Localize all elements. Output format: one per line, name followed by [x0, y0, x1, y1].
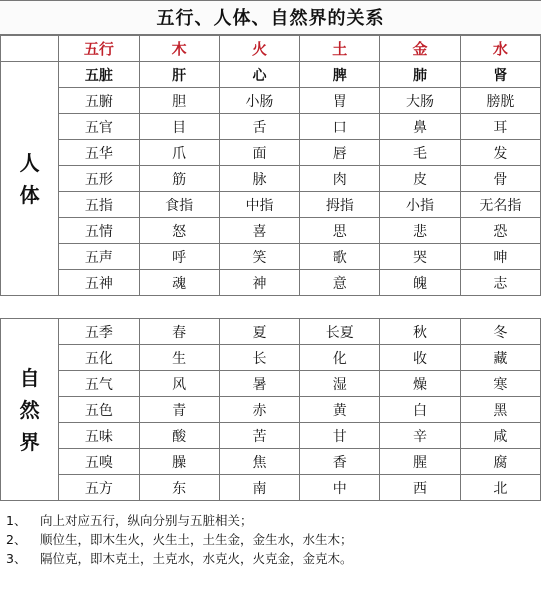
header-cell: 五行	[59, 36, 139, 62]
row-label: 五指	[59, 192, 139, 218]
row-label: 五形	[59, 166, 139, 192]
table-cell: 心	[219, 62, 299, 88]
table-cell: 咸	[460, 423, 540, 449]
table-cell: 黄	[300, 397, 380, 423]
table-cell: 南	[219, 475, 299, 501]
table-cell: 西	[380, 475, 460, 501]
table-cell: 哭	[380, 244, 460, 270]
page-title: 五行、人体、自然界的关系	[0, 0, 541, 35]
table-cell: 爪	[139, 140, 219, 166]
table-cell: 藏	[460, 345, 540, 371]
table-cell: 脉	[219, 166, 299, 192]
table-cell: 小指	[380, 192, 460, 218]
table-cell: 意	[300, 270, 380, 296]
table-cell: 肝	[139, 62, 219, 88]
table-cell: 燥	[380, 371, 460, 397]
table-cell: 小肠	[219, 88, 299, 114]
row-label: 五方	[59, 475, 139, 501]
table-row	[1, 449, 541, 475]
table-cell: 唇	[300, 140, 380, 166]
table-cell: 喜	[219, 218, 299, 244]
table-row	[1, 192, 541, 218]
row-label: 五官	[59, 114, 139, 140]
table-cell: 无名指	[460, 192, 540, 218]
table-cell: 怒	[139, 218, 219, 244]
table-cell: 拇指	[300, 192, 380, 218]
header-cell: 金	[380, 36, 460, 62]
row-label: 五化	[59, 345, 139, 371]
table-cell: 胃	[300, 88, 380, 114]
table-cell: 生	[139, 345, 219, 371]
table-cell: 舌	[219, 114, 299, 140]
table-row	[1, 423, 541, 449]
header-cell: 火	[219, 36, 299, 62]
table-cell: 膀胱	[460, 88, 540, 114]
table-cell: 酸	[139, 423, 219, 449]
table-cell: 耳	[460, 114, 540, 140]
table-cell: 风	[139, 371, 219, 397]
table-cell: 悲	[380, 218, 460, 244]
table-cell: 魂	[139, 270, 219, 296]
table-cell: 食指	[139, 192, 219, 218]
table-row	[1, 270, 541, 296]
table-cell: 白	[380, 397, 460, 423]
table-cell: 青	[139, 397, 219, 423]
table-row	[1, 345, 541, 371]
table-row	[1, 475, 541, 501]
table-cell: 湿	[300, 371, 380, 397]
table-cell: 秋	[380, 319, 460, 345]
table-cell: 化	[300, 345, 380, 371]
table-cell: 苦	[219, 423, 299, 449]
table-cell: 暑	[219, 371, 299, 397]
table-row	[1, 166, 541, 192]
table-cell: 志	[460, 270, 540, 296]
note-item: 3、 隔位克，即木克土，土克水，水克火，火克金，金克木。	[6, 551, 353, 566]
table-cell: 面	[219, 140, 299, 166]
table-row	[1, 371, 541, 397]
table-cell: 发	[460, 140, 540, 166]
table-cell: 呻	[460, 244, 540, 270]
table-row	[1, 114, 541, 140]
table-cell: 呼	[139, 244, 219, 270]
table-cell: 歌	[300, 244, 380, 270]
table-cell: 肾	[460, 62, 540, 88]
note-item: 2、 顺位生，即木生火，火生土，土生金，金生水，水生木；	[6, 532, 353, 547]
row-label: 五味	[59, 423, 139, 449]
header-row	[1, 36, 541, 62]
table-row	[1, 140, 541, 166]
table-cell: 香	[300, 449, 380, 475]
table-cell: 腥	[380, 449, 460, 475]
table-cell: 肉	[300, 166, 380, 192]
table-cell: 收	[380, 345, 460, 371]
table-cell: 北	[460, 475, 540, 501]
row-label: 五神	[59, 270, 139, 296]
table-cell: 辛	[380, 423, 460, 449]
table-cell: 鼻	[380, 114, 460, 140]
table-cell: 东	[139, 475, 219, 501]
table-cell: 寒	[460, 371, 540, 397]
table-row	[1, 319, 541, 345]
table-cell: 恐	[460, 218, 540, 244]
table-cell: 胆	[139, 88, 219, 114]
table-cell: 思	[300, 218, 380, 244]
table-row	[1, 218, 541, 244]
table-cell: 大肠	[380, 88, 460, 114]
section-gap	[1, 296, 541, 319]
table-cell: 中	[300, 475, 380, 501]
row-label: 五声	[59, 244, 139, 270]
table-row	[1, 397, 541, 423]
table-cell: 中指	[219, 192, 299, 218]
table-cell: 肺	[380, 62, 460, 88]
relation-table	[0, 35, 541, 501]
table-cell: 筋	[139, 166, 219, 192]
table-cell: 骨	[460, 166, 540, 192]
row-label: 五情	[59, 218, 139, 244]
table-cell: 冬	[460, 319, 540, 345]
table-cell: 夏	[219, 319, 299, 345]
header-cell: 水	[460, 36, 540, 62]
table-cell: 焦	[219, 449, 299, 475]
table-cell: 赤	[219, 397, 299, 423]
header-cell: 土	[300, 36, 380, 62]
table-cell: 口	[300, 114, 380, 140]
row-label: 五季	[59, 319, 139, 345]
table-cell: 神	[219, 270, 299, 296]
row-label: 五腑	[59, 88, 139, 114]
row-label: 五色	[59, 397, 139, 423]
table-cell: 目	[139, 114, 219, 140]
table-row	[1, 244, 541, 270]
row-label: 五嗅	[59, 449, 139, 475]
table-row	[1, 62, 541, 88]
table-cell: 长	[219, 345, 299, 371]
table-cell: 黑	[460, 397, 540, 423]
table-cell: 长夏	[300, 319, 380, 345]
table-cell: 脾	[300, 62, 380, 88]
corner-cell	[1, 36, 59, 62]
notes	[0, 501, 541, 568]
table-cell: 甘	[300, 423, 380, 449]
table-cell: 魄	[380, 270, 460, 296]
table-cell: 皮	[380, 166, 460, 192]
nature-group-label: 自 然 界	[1, 319, 59, 501]
table-cell: 臊	[139, 449, 219, 475]
table-cell: 春	[139, 319, 219, 345]
table-row	[1, 88, 541, 114]
note-item: 1、 向上对应五行，纵向分别与五脏相关；	[6, 513, 253, 528]
table-cell: 笑	[219, 244, 299, 270]
header-cell: 木	[139, 36, 219, 62]
row-label: 五脏	[59, 62, 139, 88]
body-group-label: 人 体	[1, 62, 59, 296]
table-cell: 腐	[460, 449, 540, 475]
row-label: 五华	[59, 140, 139, 166]
row-label: 五气	[59, 371, 139, 397]
table-cell: 毛	[380, 140, 460, 166]
